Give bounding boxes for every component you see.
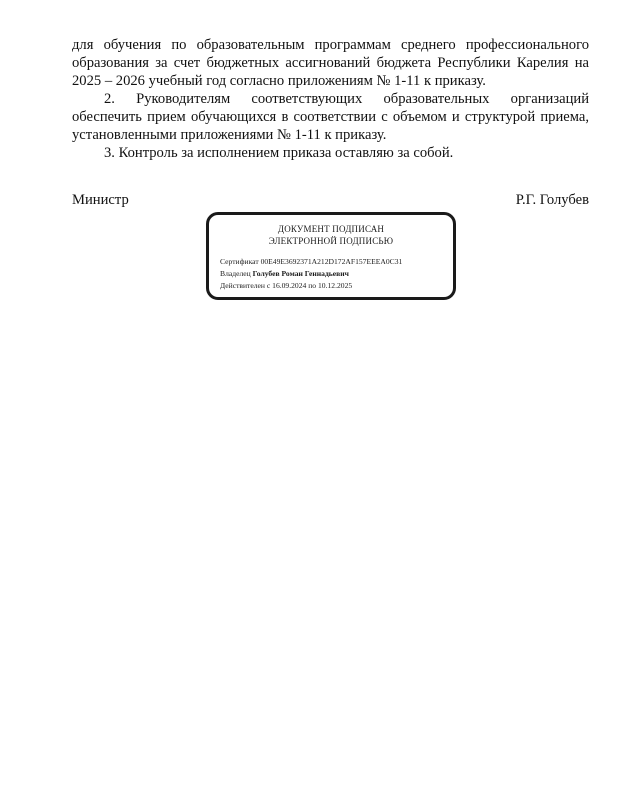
electronic-signature-stamp (206, 212, 456, 300)
stamp-title-line-2: ЭЛЕКТРОННОЙ ПОДПИСЬЮ (268, 236, 394, 246)
stamp-valid-from: 16.09.2024 (272, 281, 307, 290)
stamp-certificate-value: 00E49E3692371A212D172AF157EEEA0C31 (260, 257, 403, 266)
stamp-validity-row (220, 281, 352, 291)
paragraph-item-3: 3. Контроль за исполнением приказа оставляю за собой. (104, 145, 454, 161)
stamp-valid-to-label: по (308, 281, 317, 290)
signatory-position: Министр (72, 192, 129, 208)
stamp-owner-value: Голубев Роман Геннадьевич (252, 269, 349, 278)
stamp-owner-row (220, 269, 349, 279)
paragraph-continuation: для обучения по образовательным программам среднего профессионального образования за счет бюджетных ассигнований бюджета Республики Карелия на 2025 – 2026 учебный год согласно приложениям № 1-11 к приказу. (72, 37, 589, 89)
stamp-owner-label: Владелец (220, 269, 251, 278)
paragraph-item-2: 2. Руководителям соответствующих образовательных организаций обеспечить прием обучающихся в соответствии с объемом и структурой приема, установленными приложениями № 1-11 к приказу. (72, 91, 589, 143)
stamp-certificate-label: Сертификат (220, 257, 259, 266)
stamp-valid-to: 10.12.2025 (318, 281, 353, 290)
stamp-certificate-row (220, 257, 402, 267)
document-body (72, 36, 589, 162)
signatory-name: Р.Г. Голубев (515, 192, 589, 208)
stamp-title-line-1: ДОКУМЕНТ ПОДПИСАН (277, 224, 385, 234)
stamp-valid-from-label: Действителен с (220, 281, 271, 290)
